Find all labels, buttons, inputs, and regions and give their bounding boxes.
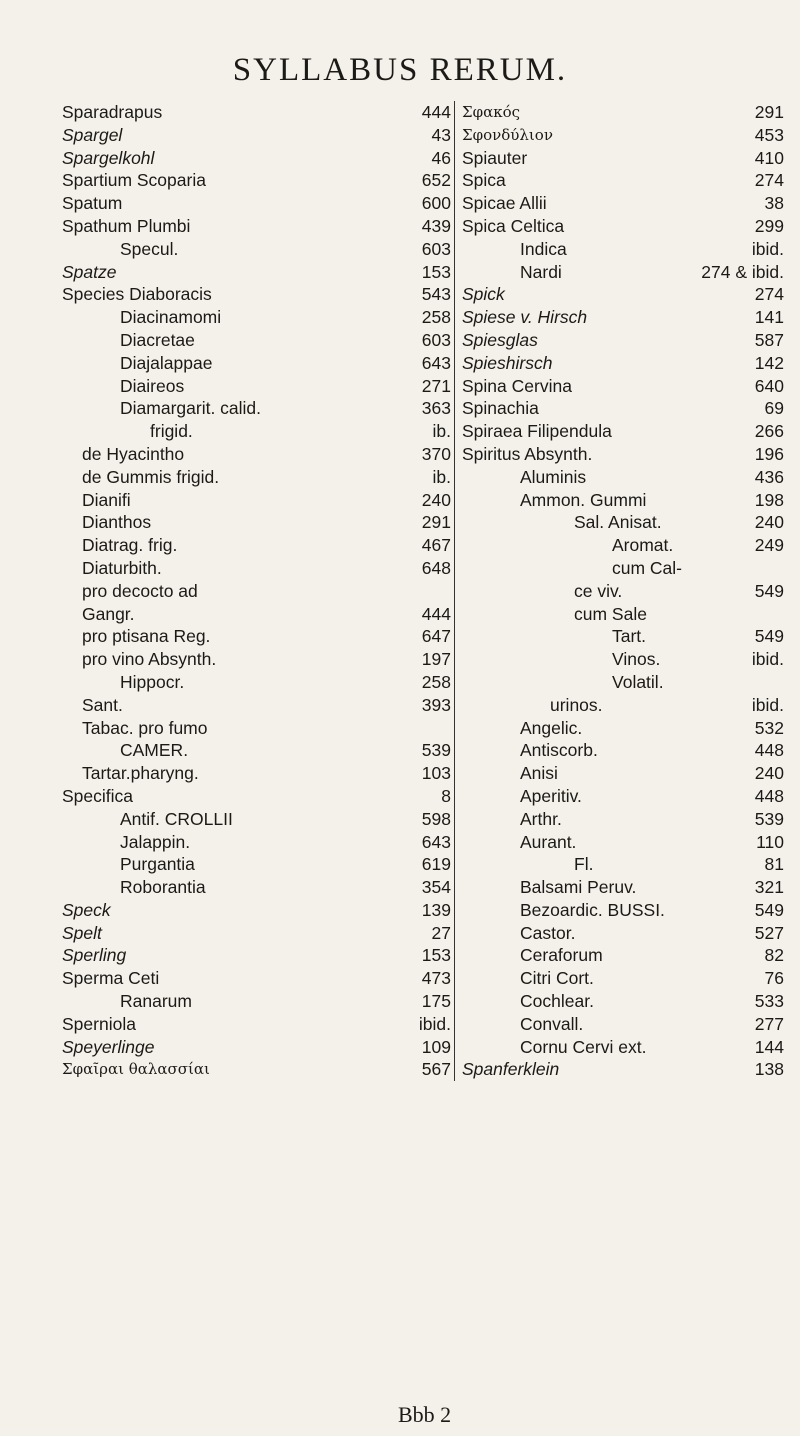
entry-term: Diacinamomi <box>120 307 222 328</box>
index-entry <box>62 899 454 922</box>
entry-term: Spiese v. Hirsch <box>462 307 588 328</box>
index-entry <box>62 352 454 375</box>
entry-term: Sperma Ceti <box>62 968 160 989</box>
entry-term: Diacretae <box>120 329 195 350</box>
entry-page-number: 142 <box>754 352 784 373</box>
entry-term: Spicae Allii <box>462 193 547 214</box>
index-entry <box>456 101 792 124</box>
entry-page-number: 567 <box>421 1059 451 1080</box>
entry-term: Aperitiv. <box>520 785 582 806</box>
entry-term: pro decocto ad <box>82 580 198 601</box>
entry-term: Hippocr. <box>120 671 185 692</box>
entry-term: Bezoardic. BUSSI. <box>520 899 665 920</box>
index-entry <box>456 1013 792 1036</box>
entry-term: de Gummis frigid. <box>82 466 220 487</box>
index-entry <box>62 603 454 626</box>
index-entry <box>62 238 454 261</box>
index-entry <box>456 1036 792 1059</box>
index-entry <box>62 967 454 990</box>
entry-page-number: 299 <box>754 215 784 236</box>
index-entry <box>456 329 792 352</box>
entry-page-number: 258 <box>421 307 451 328</box>
entry-term: Spina Cervina <box>462 375 572 396</box>
index-entry <box>62 739 454 762</box>
index-entry <box>62 443 454 466</box>
entry-term: Sant. <box>82 694 123 715</box>
index-entry <box>456 899 792 922</box>
entry-term: Spelt <box>62 922 102 943</box>
entry-term: pro vino Absynth. <box>82 649 217 670</box>
entry-term: Speck <box>62 899 111 920</box>
entry-term: Spiesglas <box>462 329 538 350</box>
entry-page-number: 38 <box>764 193 784 214</box>
entry-page-number: 196 <box>754 443 784 464</box>
entry-page-number: 647 <box>421 626 451 647</box>
entry-page-number: 533 <box>754 991 784 1012</box>
entry-page-number: 175 <box>421 991 451 1012</box>
entry-term: Σφακός <box>462 103 521 121</box>
index-entry <box>456 671 792 694</box>
entry-page-number: 370 <box>421 443 451 464</box>
entry-term: Spanferklein <box>462 1059 560 1080</box>
entry-page-number: 643 <box>421 831 451 852</box>
index-entry <box>62 397 454 420</box>
index-entry <box>62 717 454 740</box>
index-entry <box>456 169 792 192</box>
entry-term: Gangr. <box>82 603 135 624</box>
entry-page-number: 291 <box>754 102 784 122</box>
index-entry <box>62 215 454 238</box>
entry-term: cum Cal- <box>612 557 683 578</box>
index-entry <box>456 443 792 466</box>
entry-term: Spieshirsch <box>462 352 553 373</box>
index-entry <box>456 352 792 375</box>
entry-page-number: 603 <box>421 329 451 350</box>
index-entry <box>456 557 792 580</box>
entry-page-number: ibid. <box>751 238 784 259</box>
entry-page-number: 640 <box>754 375 784 396</box>
index-entry <box>456 511 792 534</box>
entry-term: Cochlear. <box>520 991 594 1012</box>
entry-term: pro ptisana Reg. <box>82 626 211 647</box>
index-entry <box>62 785 454 808</box>
index-entry <box>456 397 792 420</box>
index-entry <box>456 283 792 306</box>
entry-term: Sparadrapus <box>62 102 163 122</box>
entry-term: Spiraea Filipendula <box>462 421 612 442</box>
entry-term: Sperniola <box>62 1013 136 1034</box>
entry-page-number: 410 <box>754 147 784 168</box>
index-entry <box>62 580 454 603</box>
entry-page-number: 109 <box>421 1036 451 1057</box>
entry-term: cum Sale <box>574 603 647 624</box>
index-entry <box>62 489 454 512</box>
index-entry <box>456 717 792 740</box>
entry-page-number: 549 <box>754 626 784 647</box>
entry-page-number: ibid. <box>418 1013 451 1034</box>
entry-term: Diaturbith. <box>82 557 162 578</box>
entry-page-number: 266 <box>754 421 784 442</box>
entry-term: Aluminis <box>520 466 587 487</box>
entry-page-number: 76 <box>764 968 784 989</box>
index-entry <box>62 625 454 648</box>
entry-page-number: 539 <box>754 808 784 829</box>
index-entry <box>456 375 792 398</box>
entry-term: Castor. <box>520 922 576 943</box>
entry-page-number: 153 <box>421 945 451 966</box>
entry-term: Spiritus Absynth. <box>462 443 593 464</box>
index-entry <box>456 420 792 443</box>
index-entry <box>62 1036 454 1059</box>
index-entry <box>456 124 792 147</box>
index-entry <box>456 694 792 717</box>
index-entry <box>456 808 792 831</box>
index-entry <box>456 466 792 489</box>
entry-term: Diaireos <box>120 375 185 396</box>
entry-page-number: 473 <box>421 968 451 989</box>
entry-page-number: 198 <box>754 489 784 510</box>
entry-term: Nardi <box>520 261 562 282</box>
entry-page-number: 141 <box>754 307 784 328</box>
entry-page-number: 393 <box>421 694 451 715</box>
entry-term: Tart. <box>612 626 647 647</box>
entry-term: Fl. <box>574 854 594 875</box>
entry-page-number: ibid. <box>751 694 784 715</box>
index-entry <box>456 1058 792 1081</box>
entry-term: Convall. <box>520 1013 584 1034</box>
index-entry <box>62 420 454 443</box>
entry-page-number: 444 <box>421 102 451 122</box>
entry-page-number: 240 <box>754 763 784 784</box>
entry-page-number: 197 <box>421 649 451 670</box>
entry-page-number: 110 <box>756 831 784 852</box>
entry-page-number: 448 <box>754 740 784 761</box>
entry-page-number: 363 <box>421 398 451 419</box>
index-entry <box>62 124 454 147</box>
entry-page-number: 527 <box>754 922 784 943</box>
page-title: SYLLABUS RERUM. <box>232 52 568 88</box>
entry-page-number: 103 <box>421 763 451 784</box>
index-entry <box>62 990 454 1013</box>
entry-page-number: 258 <box>421 671 451 692</box>
entry-term: Sal. Anisat. <box>574 512 662 533</box>
entry-page-number: 8 <box>441 785 451 806</box>
entry-term: Spinachia <box>462 398 539 419</box>
entry-page-number: 600 <box>421 193 451 214</box>
index-entry <box>62 306 454 329</box>
entry-term: Tabac. pro fumo <box>82 717 208 738</box>
entry-term: Citri Cort. <box>520 968 594 989</box>
entry-page-number: 271 <box>421 375 451 396</box>
index-entry <box>456 147 792 170</box>
entry-page-number: 240 <box>754 512 784 533</box>
entry-page-number: 144 <box>754 1036 784 1057</box>
entry-page-number: 543 <box>421 284 451 305</box>
index-entry <box>62 261 454 284</box>
entry-page-number: 240 <box>421 489 451 510</box>
index-entry <box>62 808 454 831</box>
entry-term: Specifica <box>62 785 134 806</box>
entry-term: Ranarum <box>120 991 192 1012</box>
entry-page-number: 138 <box>754 1059 784 1080</box>
entry-term: Ammon. Gummi <box>520 489 647 510</box>
index-column-right <box>456 101 792 1081</box>
index-entry <box>456 603 792 626</box>
entry-page-number: 153 <box>421 261 451 282</box>
entry-page-number: 532 <box>754 717 784 738</box>
index-entry <box>456 876 792 899</box>
entry-term: Spatum <box>62 193 123 214</box>
index-entry <box>62 1058 454 1081</box>
entry-term: Ceraforum <box>520 945 603 966</box>
entry-term: Purgantia <box>120 854 195 875</box>
entry-term: Spiauter <box>462 147 528 168</box>
entry-term: Antif. CROLLII <box>120 808 233 829</box>
entry-term: Dianthos <box>82 512 152 533</box>
index-entry <box>62 534 454 557</box>
index-entry <box>456 762 792 785</box>
entry-page-number: 453 <box>754 124 784 145</box>
index-entry <box>62 283 454 306</box>
index-entry <box>456 580 792 603</box>
entry-page-number: 603 <box>421 238 451 259</box>
entry-page-number: 46 <box>431 147 451 168</box>
entry-term: Σφονδύλιον <box>462 125 553 144</box>
entry-term: Spatze <box>62 261 117 282</box>
index-entry <box>62 375 454 398</box>
index-entry <box>456 944 792 967</box>
entry-page-number: 587 <box>754 329 784 350</box>
index-entry <box>62 922 454 945</box>
entry-page-number: 539 <box>421 740 451 761</box>
index-entry <box>62 831 454 854</box>
entry-term: Diatrag. frig. <box>82 535 178 556</box>
entry-page-number: 274 & ibid. <box>701 261 784 282</box>
entry-page-number: 549 <box>754 580 784 601</box>
index-entry <box>62 671 454 694</box>
entry-term: Spathum Plumbi <box>62 215 191 236</box>
entry-page-number: 436 <box>754 466 784 487</box>
index-entry <box>62 648 454 671</box>
signature-mark: Bbb 2 <box>398 1402 452 1427</box>
index-entry <box>456 648 792 671</box>
index-column-left <box>62 101 455 1081</box>
entry-page-number: 81 <box>764 854 784 875</box>
entry-page-number: 444 <box>421 603 451 624</box>
index-entry <box>62 557 454 580</box>
entry-page-number: ib. <box>432 466 451 487</box>
entry-page-number: 291 <box>421 512 451 533</box>
entry-term: Aurant. <box>520 831 577 852</box>
index-entry <box>456 534 792 557</box>
entry-term: Specul. <box>120 238 179 259</box>
entry-term: urinos. <box>550 694 603 715</box>
entry-term: Dianifi <box>82 489 131 510</box>
index-entry <box>62 511 454 534</box>
entry-term: Species Diaboracis <box>62 284 212 305</box>
entry-page-number: ib. <box>432 421 451 442</box>
entry-term: Cornu Cervi ext. <box>520 1036 647 1057</box>
entry-page-number: ibid. <box>751 649 784 670</box>
entry-page-number: 277 <box>754 1013 784 1034</box>
index-entry <box>456 922 792 945</box>
entry-page-number: 648 <box>421 557 451 578</box>
index-entry <box>62 169 454 192</box>
entry-term: Diamargarit. calid. <box>120 398 262 419</box>
entry-page-number: 549 <box>754 899 784 920</box>
index-entry <box>62 192 454 215</box>
entry-page-number: 43 <box>431 124 451 145</box>
entry-term: Balsami Peruv. <box>520 877 637 898</box>
index-entry <box>62 101 454 124</box>
entry-term: ce viv. <box>574 580 623 601</box>
entry-term: Spartium Scoparia <box>62 170 206 191</box>
index-entry <box>456 853 792 876</box>
entry-term: CAMER. <box>120 740 189 761</box>
index-entry <box>62 1013 454 1036</box>
entry-term: Spick <box>462 284 505 305</box>
entry-page-number: 69 <box>764 398 784 419</box>
entry-term: Spargelkohl <box>62 147 155 168</box>
index-entry <box>62 876 454 899</box>
entry-term: Volatil. <box>612 671 664 692</box>
index-entry <box>456 489 792 512</box>
index-entry <box>62 329 454 352</box>
entry-page-number: 439 <box>421 215 451 236</box>
entry-term: Spargel <box>62 124 123 145</box>
entry-page-number: 321 <box>754 877 784 898</box>
entry-term: Tartar.pharyng. <box>82 763 199 784</box>
entry-term: Antiscorb. <box>520 740 598 761</box>
index-entry <box>62 694 454 717</box>
entry-term: Vinos. <box>612 649 661 670</box>
index-entry <box>62 466 454 489</box>
entry-term: Jalappin. <box>120 831 191 852</box>
index-entry <box>456 192 792 215</box>
entry-page-number: 652 <box>421 170 451 191</box>
entry-term: Speyerlinge <box>62 1036 155 1057</box>
index-entry <box>456 990 792 1013</box>
entry-term: Arthr. <box>520 808 562 829</box>
entry-page-number: 354 <box>421 877 451 898</box>
index-entry <box>456 785 792 808</box>
index-entry <box>62 944 454 967</box>
index-entry <box>456 261 792 284</box>
entry-page-number: 274 <box>754 170 784 191</box>
index-entry <box>456 215 792 238</box>
entry-page-number: 467 <box>421 535 451 556</box>
entry-term: frigid. <box>150 421 193 442</box>
index-entry <box>62 762 454 785</box>
entry-page-number: 27 <box>431 922 451 943</box>
index-entry <box>456 306 792 329</box>
entry-page-number: 139 <box>421 899 451 920</box>
index-entry <box>456 967 792 990</box>
entry-term: Anisi <box>520 763 558 784</box>
index-entry <box>62 853 454 876</box>
index-entry <box>456 625 792 648</box>
entry-term: Angelic. <box>520 717 583 738</box>
entry-page-number: 643 <box>421 352 451 373</box>
index-entry <box>456 739 792 762</box>
entry-page-number: 249 <box>754 535 784 556</box>
entry-page-number: 448 <box>754 785 784 806</box>
index-entry <box>456 238 792 261</box>
entry-term: Roborantia <box>120 877 206 898</box>
entry-term: Sperling <box>62 945 127 966</box>
entry-term: Indica <box>520 238 567 259</box>
entry-term: Σφαῖραι θαλασσίαι <box>62 1060 210 1079</box>
entry-page-number: 274 <box>754 284 784 305</box>
entry-page-number: 598 <box>421 808 451 829</box>
entry-term: Spica Celtica <box>462 215 565 236</box>
index-entry <box>62 147 454 170</box>
index-entry <box>456 831 792 854</box>
entry-term: de Hyacintho <box>82 443 185 464</box>
entry-page-number: 82 <box>764 945 784 966</box>
entry-term: Diajalappae <box>120 352 213 373</box>
entry-page-number: 619 <box>421 854 451 875</box>
entry-term: Spica <box>462 170 506 191</box>
entry-term: Aromat. <box>612 535 674 556</box>
